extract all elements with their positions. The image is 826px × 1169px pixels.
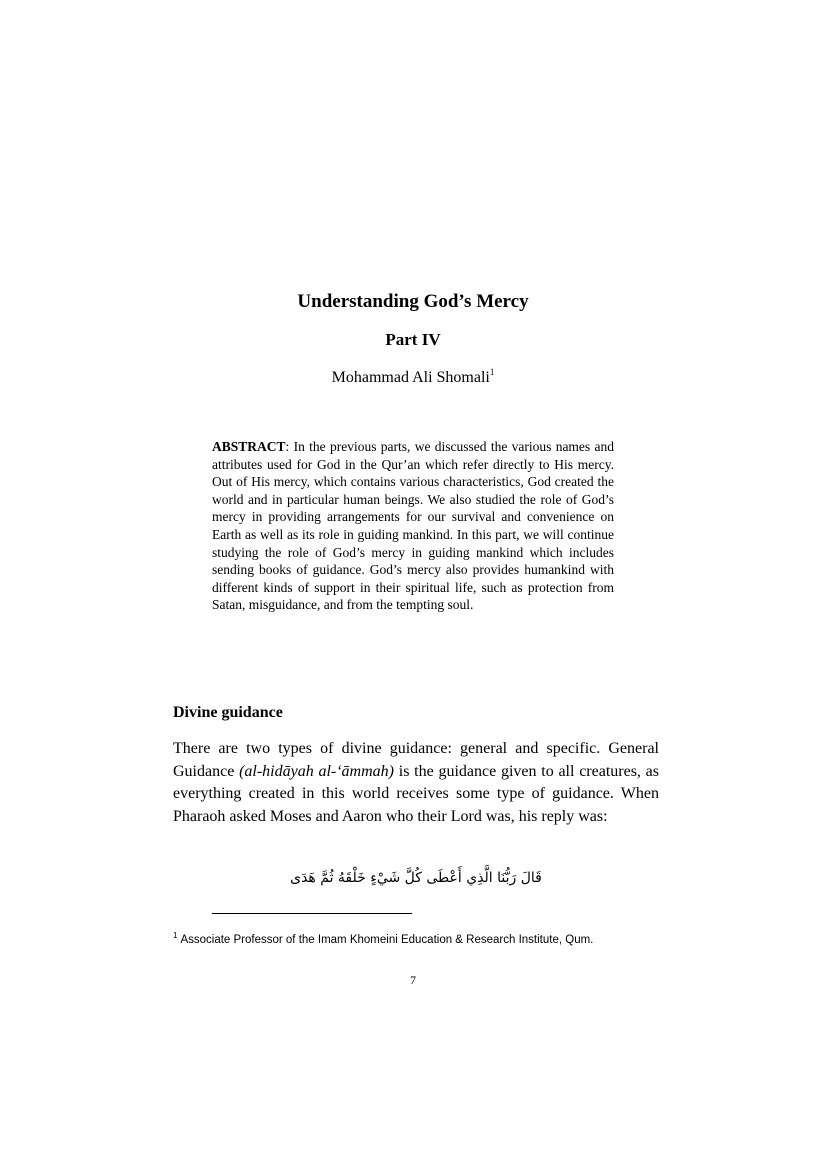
footnote-divider (212, 913, 412, 914)
article-title: Understanding God’s Mercy (297, 291, 529, 312)
paragraph-italic-term: (al-hidāyah al-‘āmmah) (239, 762, 394, 780)
author-line (0, 367, 826, 389)
abstract (212, 438, 614, 614)
body-paragraph (173, 738, 659, 828)
author-footnote-ref[interactable]: 1 (489, 367, 495, 377)
arabic-quote: قَالَ رَبُّنَا الَّذِي أَعْطَى كُلَّ شَيْءٍ خَلْقَهُ ثُمَّ هَدَى (290, 870, 542, 886)
page-number: 7 (410, 973, 416, 987)
author-name: Mohammad Ali Shomali (331, 369, 490, 386)
section-heading: Divine guidance (173, 704, 283, 721)
paragraph-text-start: There are two types of divine guidance: general and specific. General Guidance (173, 740, 659, 780)
paragraph-text-end: is the guidance given to all creatures, as everything created in this world receives some type of guidance. When Pharaoh asked Moses and Aaron who their Lord was, his reply was: (173, 762, 660, 825)
abstract-label: ABSTRACT (212, 439, 286, 454)
abstract-text: : In the previous parts, we discussed the various names and attributes used for God in the Qur’an which refer directly to His mercy. Out of His mercy, which contains various characteristics, God created the world and in particular human beings. We also studied the role of God’s mercy in providing arrangements for our survival and convenience on Earth as well as its role in guiding mankind. In this part, we will continue studying the role of God’s mercy in guiding mankind which includes sending books of guidance. God’s mercy also provides humankind with different kinds of support in their spiritual life, such as protection from Satan, misguidance, and from the tempting soul. (212, 439, 614, 613)
article-part: Part IV (385, 330, 441, 349)
footnote-text: Associate Professor of the Imam Khomeini Education & Research Institute, Qum. (180, 934, 594, 946)
footnote-ref: 1 (173, 931, 178, 940)
footnote (173, 932, 733, 948)
